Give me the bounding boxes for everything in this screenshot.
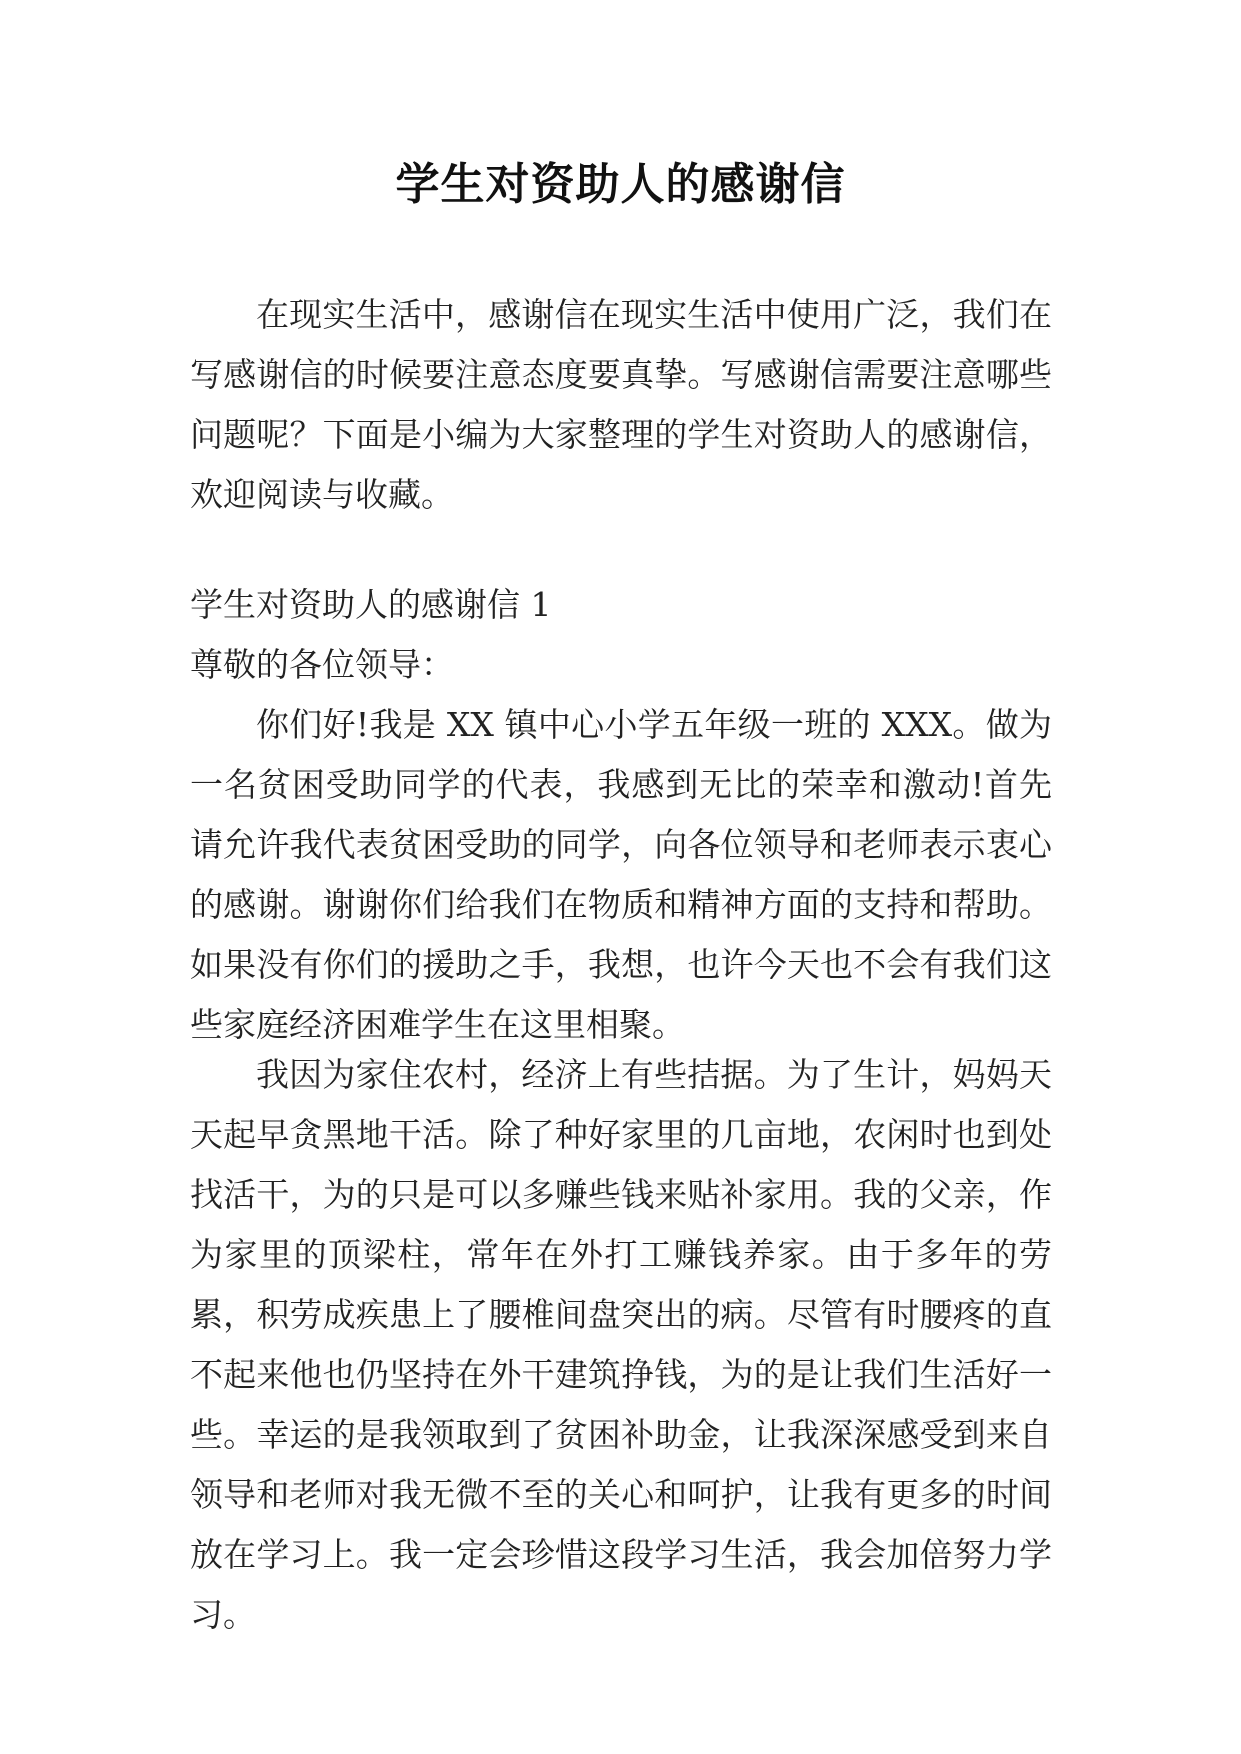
section-heading: 学生对资助人的感谢信 1	[190, 585, 552, 624]
salutation: 尊敬的各位领导：	[190, 645, 454, 684]
letter-paragraph-1: 你们好!我是 XX 镇中心小学五年级一班的 XXX。做为一名贫困受助同学的代表，我感到无比的荣幸和激动!首先请允许我代表贫困受助的同学，向各位领导和老师表示衷心的感谢。谢谢你们给我们在物质和精神方面的支持和帮助。如果没有你们的援助之手，我想，也许今天也不会有我们这些家庭经济困难学生在这里相聚。	[190, 705, 1052, 1044]
document-title: 学生对资助人的感谢信	[395, 159, 846, 210]
intro-paragraph: 在现实生活中，感谢信在现实生活中使用广泛，我们在写感谢信的时候要注意态度要真挚。写感谢信需要注意哪些问题呢？下面是小编为大家整理的学生对资助人的感谢信，欢迎阅读与收藏。	[190, 295, 1052, 514]
letter-paragraph-2: 我因为家住农村，经济上有些拮据。为了生计，妈妈天天起早贪黑地干活。除了种好家里的几亩地，农闲时也到处找活干，为的只是可以多赚些钱来贴补家用。我的父亲，作为家里的顶梁柱，常年在外打工赚钱养家。由于多年的劳累，积劳成疾患上了腰椎间盘突出的病。尽管有时腰疼的直不起来他也仍坚持在外干建筑挣钱，为的是让我们生活好一些。幸运的是我领取到了贫困补助金，让我深深感受到来自领导和老师对我无微不至的关心和呵护，让我有更多的时间放在学习上。我一定会珍惜这段学习生活，我会加倍努力学习。	[190, 1055, 1052, 1634]
